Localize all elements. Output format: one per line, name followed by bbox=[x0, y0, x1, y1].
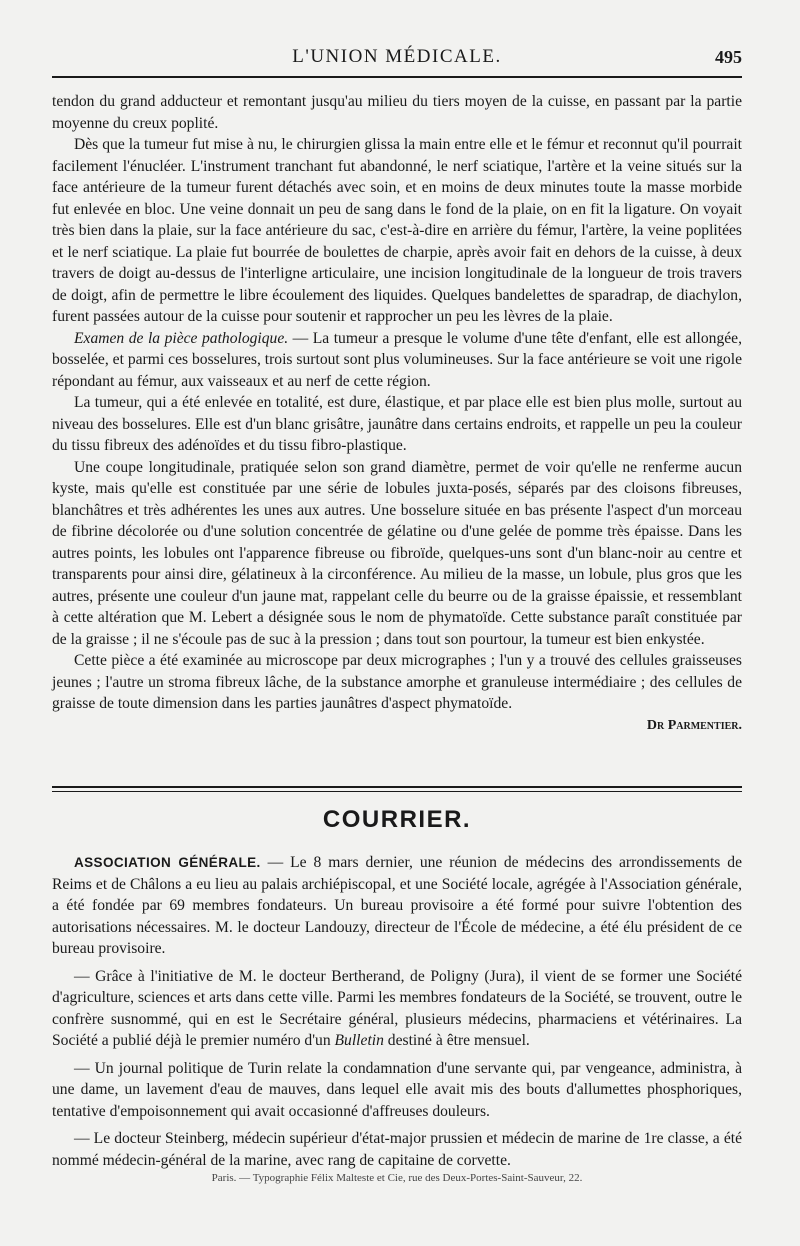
news-text-end: destiné à être mensuel. bbox=[383, 1032, 530, 1049]
article-body bbox=[52, 91, 742, 736]
news-label: ASSOCIATION GÉNÉRALE. bbox=[74, 855, 261, 870]
section-rule bbox=[52, 786, 742, 788]
news-text: — Grâce à l'initiative de M. le docteur Bertherand, de Poligny (Jura), il vient de se former une Société d'agriculture, sciences et arts dans cette ville. Parmi les membres fondateurs de la Société, se trouvent, outre le confrère susnommé, qui en est le Secrétaire général, plusieurs médecins, pharmaciens et vétérinaires. La Société a publié déjà le premier numéro d'un bbox=[52, 967, 742, 1049]
exam-label: Examen de la pièce pathologique. bbox=[74, 329, 289, 347]
courrier-body bbox=[52, 852, 742, 1177]
exam-text: — La tumeur a presque le volume d'une tête d'enfant, elle est allongée, bosselée, et parmi ces bosselures, trois surtout sont plus volumineuses. Sur la face antérieure se voit une rigole répondant au fémur, aux vaisseaux et au nerf de cette région. bbox=[52, 329, 742, 390]
paragraph: Cette pièce a été examinée au microscope par deux micrographes ; l'un y a trouvé des cellules graisseuses jeunes ; l'autre un stroma fibreux lâche, de la substance amorphe et granuleuse intermédiaire ; des cellules de graisse de toute dimension dans les parties jaunâtres d'aspect phymatoïde. bbox=[52, 652, 742, 712]
news-item: — Un journal politique de Turin relate la condamnation d'une servante qui, par vengeance, administra, à une dame, un lavement d'eau de mauves, dans lequel elle avait mis des bouts d'allumettes phosphoriques, tentative d'empoisonnement qui avait occasionné d'affreuses douleurs. bbox=[52, 1059, 742, 1120]
paragraph: Une coupe longitudinale, pratiquée selon son grand diamètre, permet de voir qu'elle ne renferme aucun kyste, mais qu'elle est constituée par une série de lobules juxta-posés, séparés par des cloisons fibreuses, blanchâtres et très adhérentes les unes aux autres. Une bosselure située en bas présente l'aspect d'un morceau de fibrine décolorée ou d'une solution concentrée de gélatine ou d'une gelée de pomme très épaisse. Dans les autres points, les lobules ont l'apparence fibreuse ou fibroïde, quelques-uns sont d'un blanc-noir au centre et transparents pour ainsi dire, gélatineux à la circonférence. Au milieu de la masse, un lobule, plus gros que les autres, présente une couleur d'un jaune mat, rappelant celle du beurre ou de la graisse épaissie, et ressemblant à cette altération que M. Lebert a désignée sous le nom de phymatoïde. Cette substance paraît constituée par de la graisse ; il ne s'écoule pas de suc à la pression ; dans tout son pourtour, la tumeur est bien enkystée. bbox=[52, 458, 742, 648]
running-head bbox=[52, 44, 742, 74]
header-rule bbox=[52, 76, 742, 78]
section-title: COURRIER. bbox=[322, 806, 472, 833]
paragraph: tendon du grand adducteur et remontant jusqu'au milieu du tiers moyen de la cuisse, en passant par la partie moyenne du creux poplité. bbox=[52, 93, 742, 132]
news-item: — Le docteur Steinberg, médecin supérieur d'état-major prussien et médecin de marine de 1re classe, a été nommé médecin-général de la marine, avec rang de capitaine de corvette. bbox=[52, 1130, 742, 1169]
journal-title: L'UNION MÉDICALE. bbox=[292, 46, 502, 67]
news-item bbox=[52, 852, 742, 960]
page-number: 495 bbox=[715, 47, 742, 67]
author-signature: Dr Parmentier. bbox=[646, 717, 742, 733]
exam-paragraph bbox=[52, 328, 742, 393]
paragraph: Dès que la tumeur fut mise à nu, le chirurgien glissa la main entre elle et le fémur et reconnut qu'il pourrait facilement l'énucléer. L'instrument tranchant fut abandonné, le nerf sciatique, l'artère et la veine situés sur la face antérieure de la tumeur furent détachés avec soin, et en moins de deux minutes toute la masse morbide fut enlevée en bloc. Une veine donnait un peu de sang dans le fond de la plaie, on en fit la ligature. On voyait très bien dans la plaie, sur la face antérieure du sac, c'est-à-dire en arrière du fémur, l'artère, la veine poplitées et le nerf sciatique. La plaie fut bourrée de boulettes de charpie, après avoir fait en dehors de la cuisse, à deux travers de doigt au-dessus de l'interligne articulaire, une incision longitudinale de la longueur de trois travers de doigt, afin de permettre le libre écoulement des liquides. Quelques bandelettes de sparadrap, de diachylon, furent passées autour de la cuisse pour soutenir et rapprocher un peu les lèvres de la plaie. bbox=[52, 136, 742, 325]
news-item bbox=[52, 966, 742, 1052]
printer-imprint: Paris. — Typographie Félix Malteste et Cie, rue des Deux-Portes-Saint-Sauveur, 22. bbox=[211, 1172, 583, 1184]
news-italic: Bulletin bbox=[334, 1032, 384, 1049]
section-rule-thin bbox=[52, 791, 742, 792]
news-text: — Le 8 mars dernier, une réunion de médecins des arrondissements de Reims et de Châlons a eu lieu au palais archiépiscopal, et une Société locale, agrégée à l'Association générale, a été fondée par 69 membres fondateurs. Un bureau provisoire a été formé pour suivre l'obtention des autorisations nécessaires. M. le docteur Landouzy, directeur de l'École de médecine, a été élu président de ce bureau provisoire. bbox=[52, 854, 742, 957]
paragraph: La tumeur, qui a été enlevée en totalité, est dure, élastique, et par place elle est bien plus molle, surtout au niveau des bosselures. Elle est d'un blanc grisâtre, jaunâtre dans certains endroits, et rappelle un peu la couleur du tissu fibreux des adénoïdes et du tissu fibro-plastique. bbox=[52, 394, 742, 454]
